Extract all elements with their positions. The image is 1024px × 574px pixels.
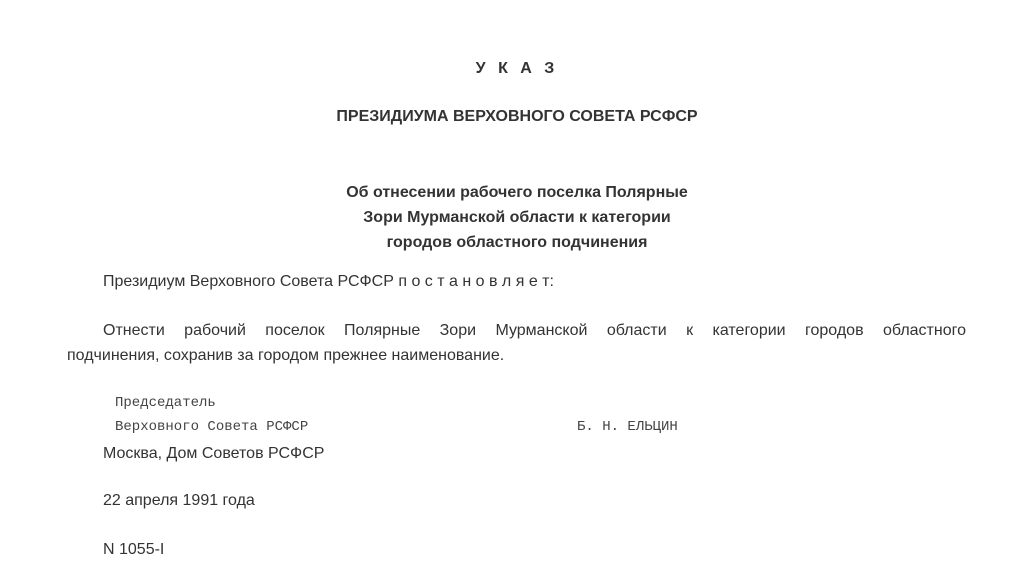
place-of-signing: Москва, Дом Советов РСФСР [103,445,325,462]
decree-line: подчинения, сохранив за городом прежнее наименование. [67,347,505,364]
issuer-heading: ПРЕЗИДИУМА ВЕРХОВНОГО СОВЕТА РСФСР [336,108,698,125]
document-type-heading: У К А З [475,60,559,77]
title-line: Об отнесении рабочего поселка Полярные [346,184,688,201]
title-line: городов областного подчинения [386,234,648,251]
title-line: Зори Мурманской области к категории [363,209,671,226]
document-title [0,180,1024,255]
decree-paragraph [67,318,966,368]
preamble-paragraph [103,269,554,294]
signatory-name: Б. Н. ЕЛЬЦИН [577,419,678,435]
preamble-verb: п о с т а н о в л я е т: [398,273,554,290]
decree-number: N 1055-I [103,541,165,558]
preamble-lead: Президиум Верховного Совета РСФСР [103,273,399,290]
signatory-position: Верховного Совета РСФСР [115,419,309,435]
decree-line: Отнести рабочий поселок Полярные Зори Мурманской области к категории городов областного [103,322,966,339]
signatory-position: Председатель [115,395,216,411]
decree-date: 22 апреля 1991 года [103,492,255,509]
